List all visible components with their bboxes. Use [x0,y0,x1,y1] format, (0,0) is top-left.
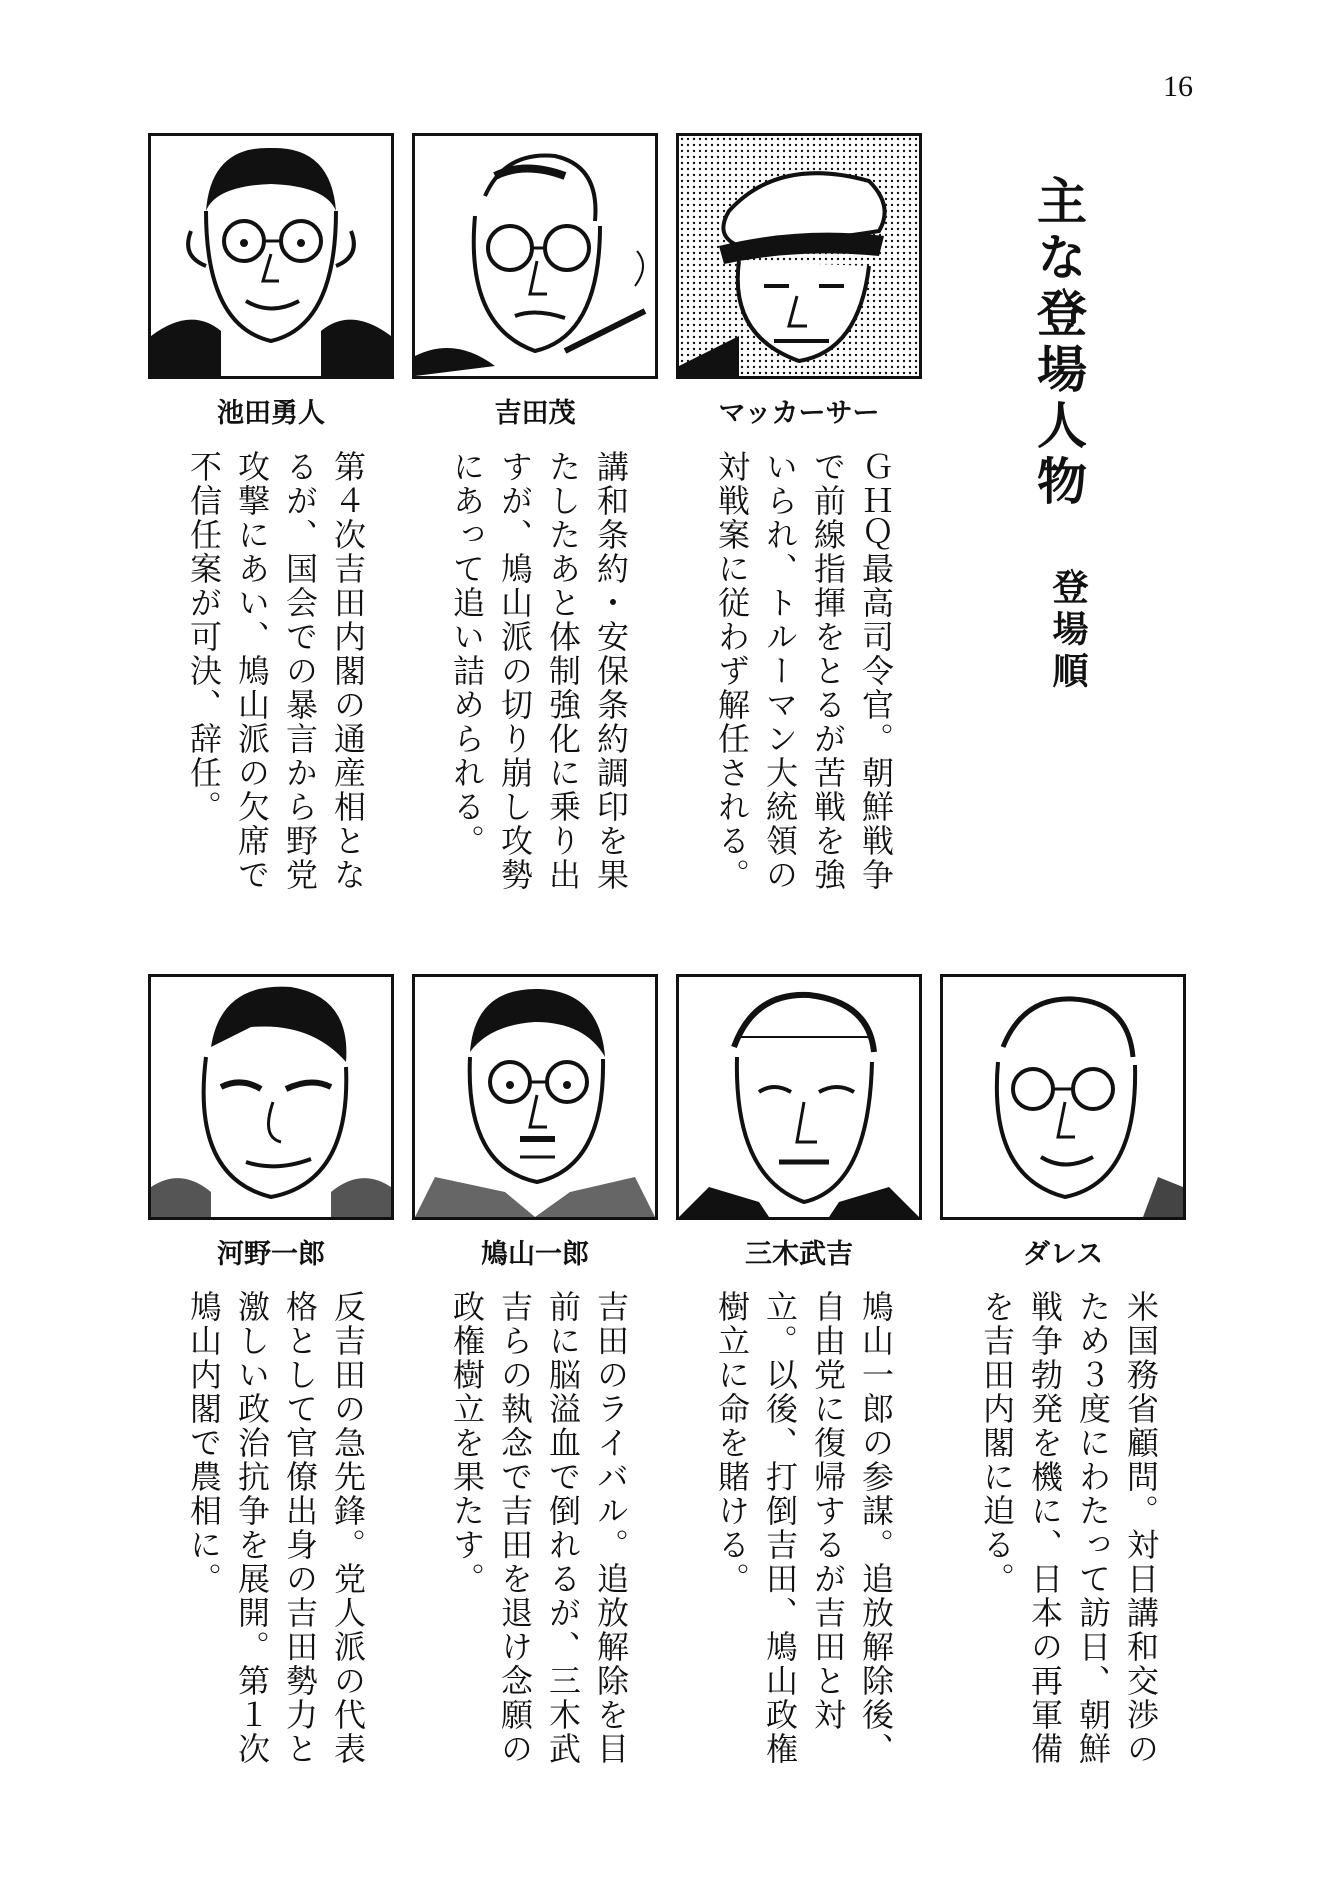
portrait-yoshida-icon [412,133,658,379]
character-name: 池田勇人 [217,398,325,429]
portrait-kono-icon [148,974,394,1220]
portrait-hatoyama-icon [412,974,658,1220]
page-title: 主な登場人物 [1029,175,1087,511]
character-description: ＧＨＱ最高司令官。朝鮮戦争で前線指揮をとるが苦戦を強いられ、トルーマン大統領の対戦案に従わず解任される。 [713,450,895,892]
page-subtitle: 登場順 [1047,568,1088,694]
character-description: 吉田のライバル。追放解除を目前に脳溢血で倒れるが、三木武吉らの執念で吉田を退け念願の政権樹立を果たす。 [448,1290,630,1766]
portrait-ikeda-icon [148,133,394,379]
portrait-miki-icon [676,974,922,1220]
character-name: マッカーサー [718,398,880,429]
character-description: 反吉田の急先鋒。党人派の代表格として官僚出身の吉田勢力と激しい政治抗争を展開。第１次鳩山内閣で農相に。 [185,1290,367,1766]
character-name: 吉田茂 [494,398,576,429]
character-description: 第４次吉田内閣の通産相となるが、国会での暴言から野党攻撃にあい、鳩山派の欠席で不信任案が可決、辞任。 [185,450,367,892]
portrait-dulles-icon [940,974,1186,1220]
character-name: ダレス [1022,1239,1104,1270]
character-name: 鳩山一郎 [481,1239,589,1270]
character-description: 講和条約・安保条約調印を果たしたあと体制強化に乗り出すが、鳩山派の切り崩し攻勢にあって追い詰められる。 [448,450,630,892]
page-number: 16 [1163,70,1193,103]
character-description: 鳩山一郎の参謀。追放解除後、自由党に復帰するが吉田と対立。以後、打倒吉田、鳩山政権樹立に命を賭ける。 [713,1290,895,1766]
character-name: 河野一郎 [217,1239,325,1270]
portrait-macarthur-icon [676,133,922,379]
character-description: 米国務省顧問。対日講和交渉のため３度にわたって訪日、朝鮮戦争勃発を機に、日本の再軍備を吉田内閣に迫る。 [978,1290,1160,1766]
character-name: 三木武吉 [745,1239,853,1270]
